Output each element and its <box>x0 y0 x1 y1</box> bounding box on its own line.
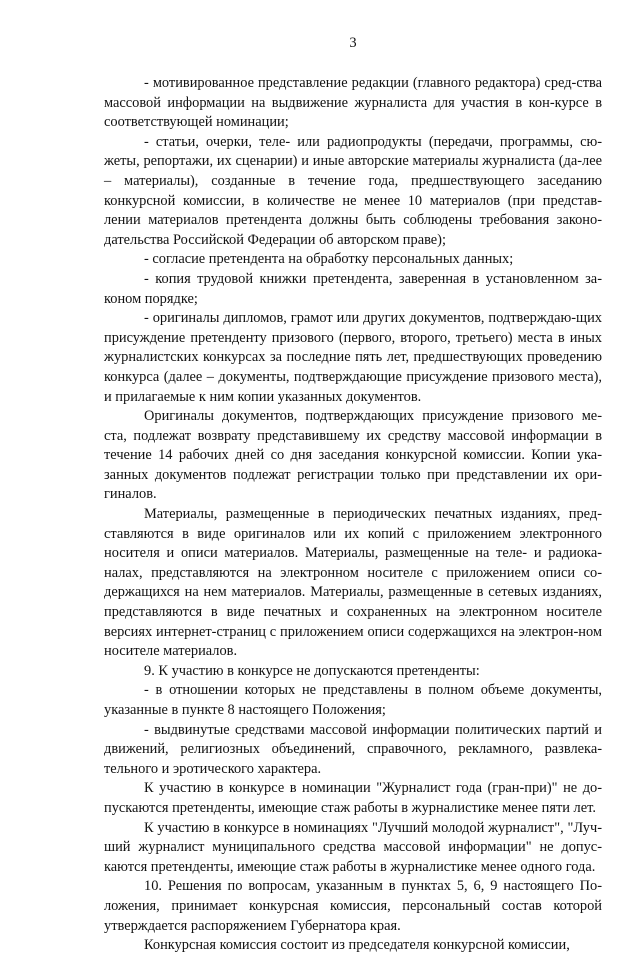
paragraph-young-journalist-restriction: К участию в конкурсе в номинациях "Лучший молодой журналист", "Луч-ший журналист муниципального средства массовой информации" не допус-каются претенденты, имеющие стаж работы в журналистике менее одного года. <box>104 819 602 875</box>
list-item-media-submission: - мотивированное представление редакции (главного редактора) сред-ства массовой информации на выдвижение журналиста для участия в кон-курсе в соответствующей номинации; <box>104 75 602 131</box>
list-item-incomplete-documents: - в отношении которых не представлены в полном объеме документы, указанные в пункте 8 настоящего Положения; <box>104 682 602 718</box>
list-item-diplomas: - оригиналы дипломов, грамот или других документов, подтверждаю-щих присуждение претенденту призового (первого, второго, третьего) места в иных журналистских конкурсах за последние пять лет, предшествующих проведению конкурса (далее – документы, подтверждающие присуждение призового места), и прилагаемые к ним копии указанных документов. <box>104 310 602 405</box>
list-item-employment-record: - копия трудовой книжки претендента, заверенная в установленном за-коном порядке; <box>104 270 602 307</box>
section-9-heading: 9. К участию в конкурсе не допускаются претенденты: <box>144 662 480 679</box>
paragraph-grand-prix-restriction: К участию в конкурсе в номинации "Журналист года (гран-при)" не до-пускаются претенденты, имеющие стаж работы в журналистике менее пяти лет. <box>104 780 602 816</box>
section-10-paragraph: 10. Решения по вопросам, указанным в пунктах 5, 6, 9 настоящего По-ложения, принимает конкурсная комиссия, персональный состав которой утверждается распоряжением Губернатора края. <box>104 878 602 934</box>
paragraph-commission-composition: Конкурсная комиссия состоит из председателя конкурсной комиссии, <box>144 937 570 954</box>
page-number: 3 <box>349 35 357 51</box>
list-item-personal-data-consent: - согласие претендента на обработку персональных данных; <box>144 251 514 268</box>
list-item-materials: - статьи, очерки, теле- или радиопродукты (передачи, программы, сю-жеты, репортажи, их сценарии) и иные авторские материалы журналиста (да-лее – материалы), созданные в течение года, предшествующего заседанию конкурсной комиссии, в количестве не менее 10 материалов (при представ-лении материалов претендента должны быть соблюдены требования законо-дательства Российской Федерации об авторском праве); <box>104 133 602 248</box>
document-body <box>104 74 602 956</box>
paragraph-originals-return: Оригиналы документов, подтверждающих присуждение призового ме-ста, подлежат возврату представившему их средству массовой информации в течение 14 рабочих дней со дня заседания конкурсной комиссии. Копии ука-занных документов подлежат регистрации только при представлении их ори-гиналов. <box>104 408 602 503</box>
paragraph-materials-format: Материалы, размещенные в периодических печатных изданиях, пред-ставляются в виде оригиналов или их копий с приложением электронного носителя и описи материалов. Материалы, размещенные на теле- и радиока-налах, представляются на электронном носителе с приложением описи со-держащихся на нем материалов. Материалы, размещенные в сетевых изданиях, представляются в виде печатных и сохраненных на электронном носителе версиях интернет-страниц с приложением описи содержащихся на электрон-ном носителе материалов. <box>104 506 602 660</box>
list-item-excluded-media: - выдвинутые средствами массовой информации политических партий и движений, религиозных объединений, справочного, рекламного, развлека-тельного и эротического характера. <box>104 721 602 777</box>
